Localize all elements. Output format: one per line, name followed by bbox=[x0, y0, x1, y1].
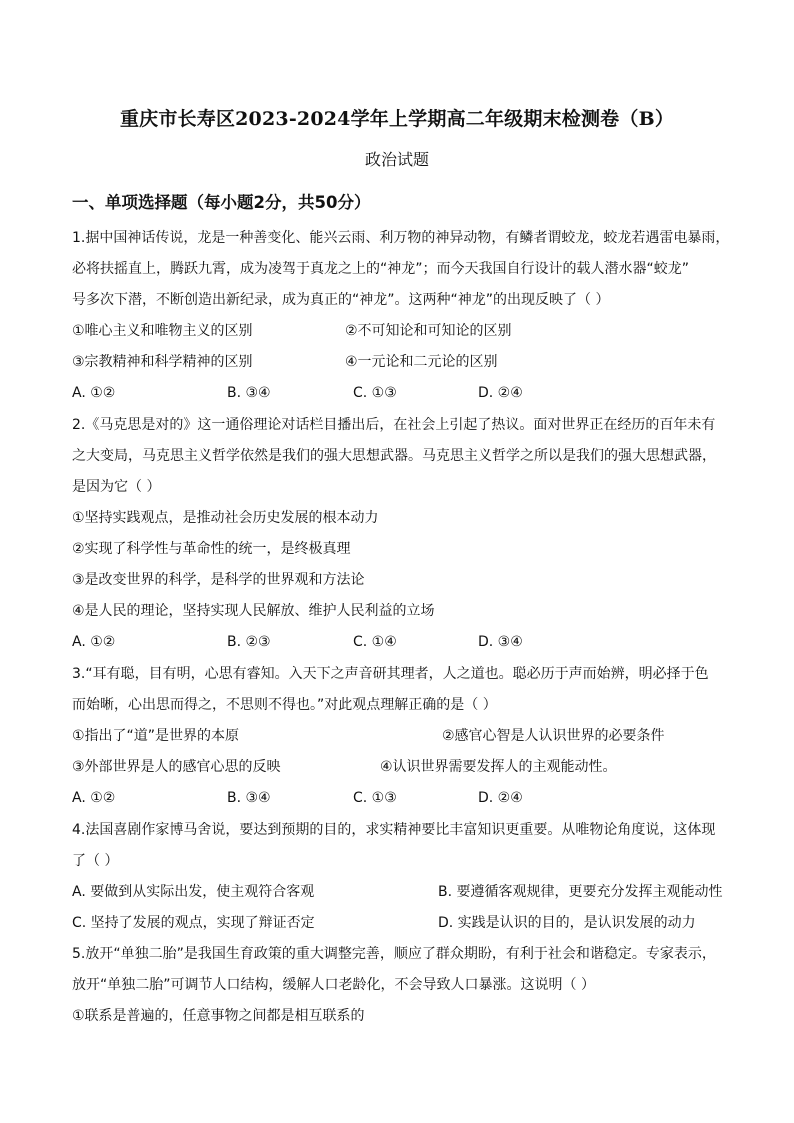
question-3-statement: ④认识世界需要发挥人的主观能动性。 bbox=[380, 759, 617, 775]
question-2-option-c: C. ①④ bbox=[353, 634, 397, 650]
question-2-text: 是因为它（ ） bbox=[72, 479, 161, 495]
question-1-statement: ①唯心主义和唯物主义的区别 bbox=[72, 323, 253, 339]
question-5-text: 放开“单独二胎”可调节人口结构，缓解人口老龄化，不会导致人口暴涨。这说明（ ） bbox=[72, 977, 595, 993]
question-1-statement: ④一元论和二元论的区别 bbox=[345, 354, 498, 370]
question-3-text: 3.“耳有聪，目有明，心思有睿知。入天下之声音研其理者，人之道也。聪必历于声而始辨，明必择于色 bbox=[72, 666, 709, 682]
question-4-text: 4.法国喜剧作家博马舍说，要达到预期的目的，求实精神要比丰富知识更重要。从唯物论角度说，这体现 bbox=[72, 822, 716, 838]
question-4-option-a: A. 要做到从实际出发，使主观符合客观 bbox=[72, 884, 315, 900]
question-1-statement: ③宗教精神和科学精神的区别 bbox=[72, 354, 253, 370]
question-1-option-a: A. ①② bbox=[72, 385, 116, 401]
question-5-text: 5.放开“单独二胎”是我国生育政策的重大调整完善，顺应了群众期盼，有利于社会和谐稳定。专家表示， bbox=[72, 946, 716, 962]
question-5-statement: ①联系是普遍的，任意事物之间都是相互联系的 bbox=[72, 1008, 365, 1024]
question-4-text: 了（ ） bbox=[72, 853, 119, 869]
section-heading: 一、单项选择题（每小题2分，共50分） bbox=[72, 193, 371, 212]
question-4-option-d: D. 实践是认识的目的，是认识发展的动力 bbox=[438, 915, 696, 931]
exam-subtitle: 政治试题 bbox=[364, 150, 429, 169]
question-3-statement: ②感官心智是人认识世界的必要条件 bbox=[442, 728, 665, 744]
question-2-text: 之大变局，马克思主义哲学依然是我们的强大思想武器。马克思主义哲学之所以是我们的强大思想武器， bbox=[72, 448, 716, 464]
question-4-option-b: B. 要遵循客观规律，更要充分发挥主观能动性 bbox=[438, 884, 723, 900]
question-2-text: 2.《马克思是对的》这一通俗理论对话栏目播出后，在社会上引起了热议。面对世界正在经历的百年未有 bbox=[72, 417, 716, 433]
question-1-option-d: D. ②④ bbox=[478, 385, 523, 401]
question-1-text: 1.据中国神话传说，龙是一种善变化、能兴云雨、利万物的神异动物，有鳞者谓蛟龙，蛟龙若遇雷电暴雨， bbox=[72, 230, 730, 246]
question-3-statement: ①指出了“道”是世界的本原 bbox=[72, 728, 240, 744]
question-3-option-a: A. ①② bbox=[72, 790, 116, 806]
question-1-option-c: C. ①③ bbox=[353, 385, 397, 401]
question-1-statement: ②不可知论和可知论的区别 bbox=[345, 323, 512, 339]
question-3-text: 而始晰，心出思而得之，不思则不得也。”对此观点理解正确的是（ ） bbox=[72, 697, 497, 713]
question-3-option-d: D. ②④ bbox=[478, 790, 523, 806]
question-2-statement: ④是人民的理论，坚持实现人民解放、维护人民利益的立场 bbox=[72, 603, 435, 619]
exam-title: 重庆市长寿区2023-2024学年上学期高二年级期末检测卷（B） bbox=[119, 108, 675, 130]
question-3-option-b: B. ③④ bbox=[227, 790, 271, 806]
question-2-option-d: D. ③④ bbox=[478, 634, 523, 650]
question-2-statement: ②实现了科学性与革命性的统一，是终极真理 bbox=[72, 541, 351, 557]
question-1-text: 号多次下潜，不断创造出新纪录，成为真正的“神龙”。这两种“神龙”的出现反映了（ ） bbox=[72, 292, 610, 308]
question-1-text: 必将扶摇直上，腾跃九霄，成为凌驾于真龙之上的“神龙”；而今天我国自行设计的载人潜水器“蛟龙” bbox=[72, 261, 690, 277]
question-2-statement: ③是改变世界的科学，是科学的世界观和方法论 bbox=[72, 572, 365, 588]
question-3-statement: ③外部世界是人的感官心思的反映 bbox=[72, 759, 281, 775]
question-2-statement: ①坚持实践观点，是推动社会历史发展的根本动力 bbox=[72, 510, 379, 526]
question-2-option-b: B. ②③ bbox=[227, 634, 271, 650]
question-2-option-a: A. ①② bbox=[72, 634, 116, 650]
question-1-option-b: B. ③④ bbox=[227, 385, 271, 401]
question-3-option-c: C. ①③ bbox=[353, 790, 397, 806]
question-4-option-c: C. 坚持了发展的观点，实现了辩证否定 bbox=[72, 915, 315, 931]
